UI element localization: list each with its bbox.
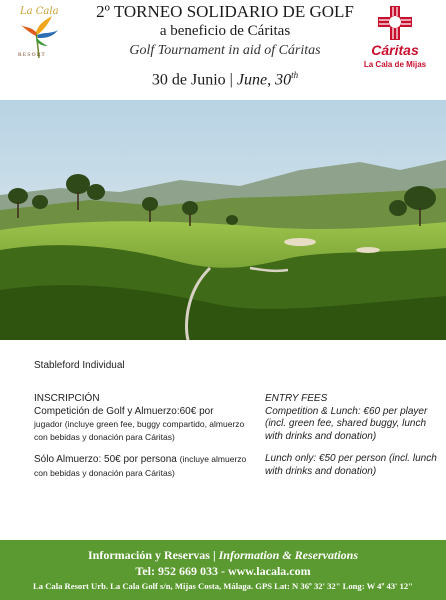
entry-fees-en <box>265 393 440 478</box>
event-details <box>0 340 446 540</box>
header <box>0 0 446 100</box>
logo-resort-text: RESORT <box>18 52 46 58</box>
lunch-option-es <box>34 453 252 480</box>
entry-fees-heading: ENTRY FEES <box>265 393 328 404</box>
spacer <box>265 443 440 453</box>
date-separator: | <box>229 71 233 89</box>
date-en-suffix: th <box>291 70 299 80</box>
game-format: Stableford Individual <box>34 360 125 371</box>
title-block <box>80 0 370 61</box>
competition-price-en: Competition & Lunch: €60 per player (incl. green fee, shared buggy, lunch with drinks and donation) <box>265 405 428 442</box>
caritas-logo <box>350 4 440 74</box>
competition-price-es: Competición de Golf y Almuerzo:60€ por <box>34 405 214 417</box>
title-line-2: a beneficio de Cáritas <box>159 23 291 39</box>
lunch-price-en: Lunch only: €50 per person (incl. lunch with drinks and donation) <box>265 453 437 477</box>
footer-info-es: Información y Reservas <box>88 548 210 562</box>
date-en: June, 30 <box>236 71 292 89</box>
golf-course-photo <box>0 100 446 340</box>
caritas-sub: La Cala de Mijas <box>363 60 427 69</box>
event-date <box>80 70 370 89</box>
caritas-cross-icon <box>373 4 417 42</box>
footer <box>0 540 446 600</box>
footer-contact[interactable]: Tel: 952 669 033 - www.lacala.com <box>135 564 311 578</box>
lunch-details-es: (incluye almuerzo con bebidas y donación para Cáritas) <box>34 454 247 478</box>
caritas-name: Cáritas <box>371 42 419 58</box>
footer-info-en: Information & Reservations <box>218 548 358 562</box>
footer-info-title <box>0 548 446 563</box>
logo-script-text: La Cala <box>20 6 59 17</box>
golf-landscape-image <box>0 100 446 340</box>
title-line-1: 2º TORNEO SOLIDARIO DE GOLF <box>96 2 354 21</box>
footer-address: La Cala Resort Urb. La Cala Golf s/n, Mijas Costa, Málaga. GPS Lat: N 36º 32' 32" Long: W 4º 43' 12" <box>33 581 413 591</box>
lunch-price-es: Sólo Almuerzo: 50€ por persona <box>34 454 177 465</box>
title-line-3: Golf Tournament in aid of Cáritas <box>129 43 321 58</box>
date-es: 30 de Junio <box>151 71 226 89</box>
registration-es <box>34 393 252 480</box>
competition-details-es: jugador (incluye green fee, buggy compartido, almuerzo con bebidas y donación para Cáritas) <box>34 419 245 442</box>
la-cala-resort-logo <box>18 4 60 62</box>
spacer <box>34 443 252 453</box>
registration-heading: INSCRIPCIÓN <box>34 393 100 404</box>
footer-separator: | <box>212 548 216 562</box>
